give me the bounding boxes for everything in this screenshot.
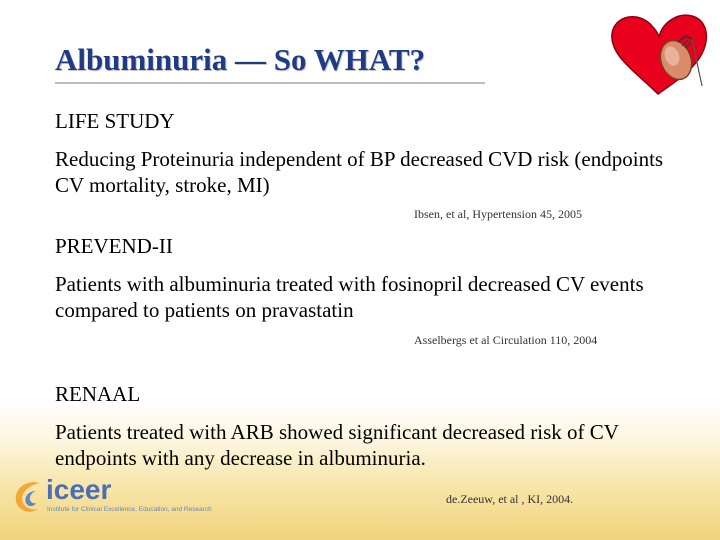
- iceer-wordmark: iceer: [46, 474, 112, 505]
- section-heading-life-study: LIFE STUDY: [55, 109, 175, 133]
- slide-title: Albuminuria — So WHAT?: [55, 42, 426, 77]
- citation-renaal: de.Zeeuw, et al , KI, 2004.: [446, 492, 574, 506]
- section-heading-prevend: PREVEND-II: [55, 234, 173, 258]
- section-heading-renaal: RENAAL: [55, 382, 141, 406]
- section-body-renaal: Patients treated with ARB showed significant decreased risk of CV endpoints with any decrease in albuminuria.: [55, 420, 619, 470]
- title-underline: [55, 82, 485, 84]
- heart-kidney-icon: [606, 8, 712, 96]
- iceer-logo: [10, 475, 210, 521]
- citation-life-study: Ibsen, et al, Hypertension 45, 2005: [414, 207, 582, 221]
- section-body-life-study: Reducing Proteinuria independent of BP decreased CVD risk (endpoints CV mortality, stroke, MI): [55, 147, 664, 197]
- citation-prevend: Asselbergs et al Circulation 110, 2004: [414, 333, 598, 347]
- section-body-prevend: Patients with albuminuria treated with fosinopril decreased CV events compared to patients on pravastatin: [55, 272, 644, 322]
- iceer-swirl-icon: [10, 477, 44, 519]
- iceer-tagline: Institute for Clinical Excellence, Education, and Research: [47, 506, 212, 513]
